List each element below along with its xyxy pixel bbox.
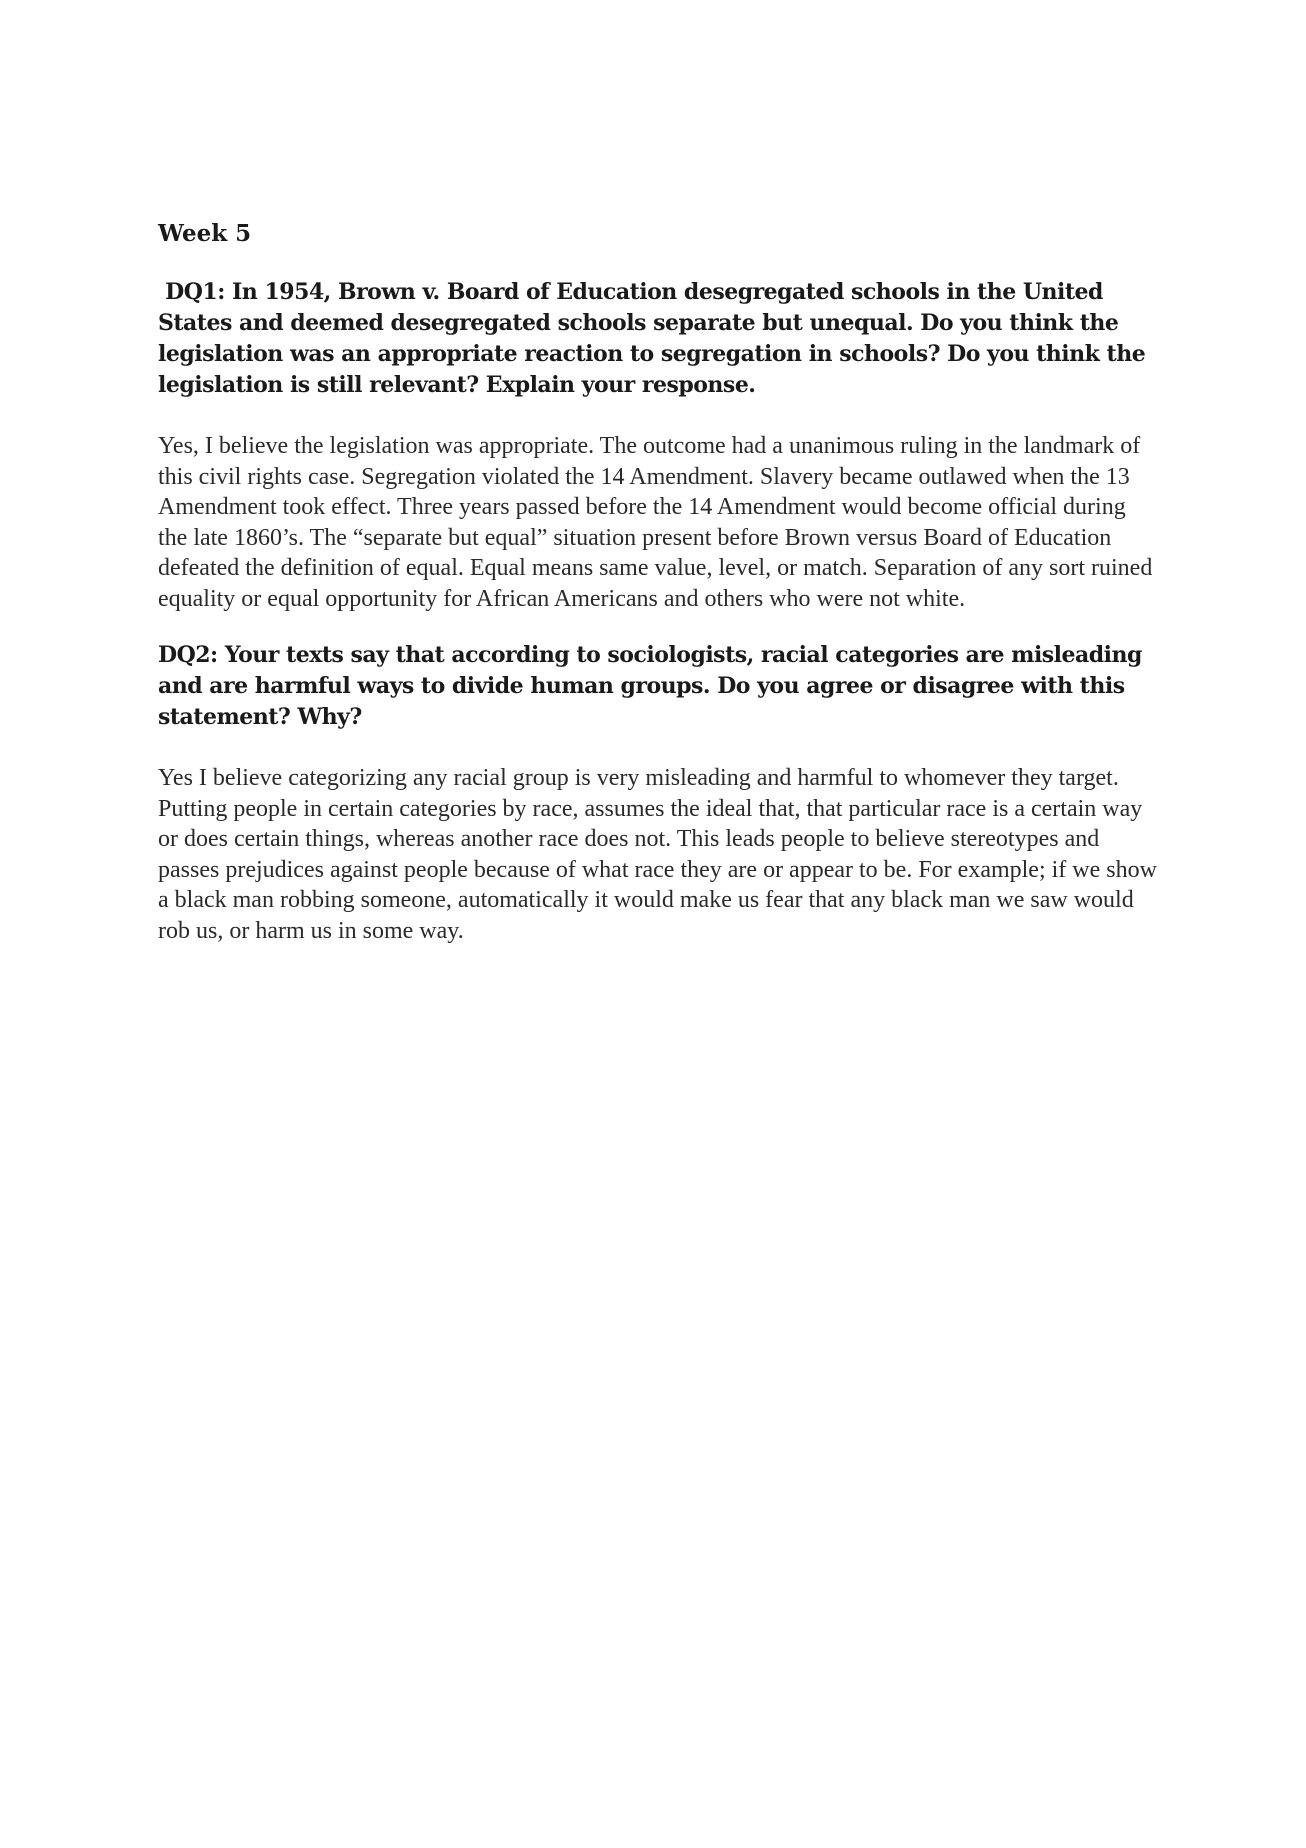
- answer-dq1: Yes, I believe the legislation was appropriate. The outcome had a unanimous ruling in the landmark of this civil rights case. Segregation violated the 14 Amendment. Slavery became outlawed when the 13 Amendment took effect. Three years passed before the 14 Amendment would become official during the late 1860’s. The “separate but equal” situation present before Brown versus Board of Education defeated the definition of equal. Equal means same value, level, or match. Separation of any sort ruined equality or equal opportunity for African Americans and others who were not white.: [158, 433, 1153, 612]
- answer-dq2: Yes I believe categorizing any racial group is very misleading and harmful to whomever they target. Putting people in certain categories by race, assumes the ideal that, that particular race is a certain way or does certain things, whereas another race does not. This leads people to believe stereotypes and passes prejudices against people because of what race they are or appear to be. For example; if we show a black man robbing someone, automatically it would make us fear that any black man we saw would rob us, or harm us in some way.: [158, 765, 1157, 944]
- spacer: [158, 401, 1158, 431]
- spacer: [158, 733, 1158, 763]
- question-dq1: DQ1: In 1954, Brown v. Board of Education desegregated schools in the United States and deemed desegregated schools separate but unequal. Do you think the legislation was an appropriate reaction to segregation in schools? Do you think the legislation is still relevant? Explain your response.: [158, 279, 1153, 398]
- spacer: [158, 614, 1158, 640]
- week-heading: Week 5: [158, 220, 252, 247]
- question-dq2: DQ2: Your texts say that according to sociologists, racial categories are misleading and are harmful ways to divide human groups. Do you agree or disagree with this statement? Why?: [158, 642, 1142, 730]
- document-body: [158, 218, 1158, 946]
